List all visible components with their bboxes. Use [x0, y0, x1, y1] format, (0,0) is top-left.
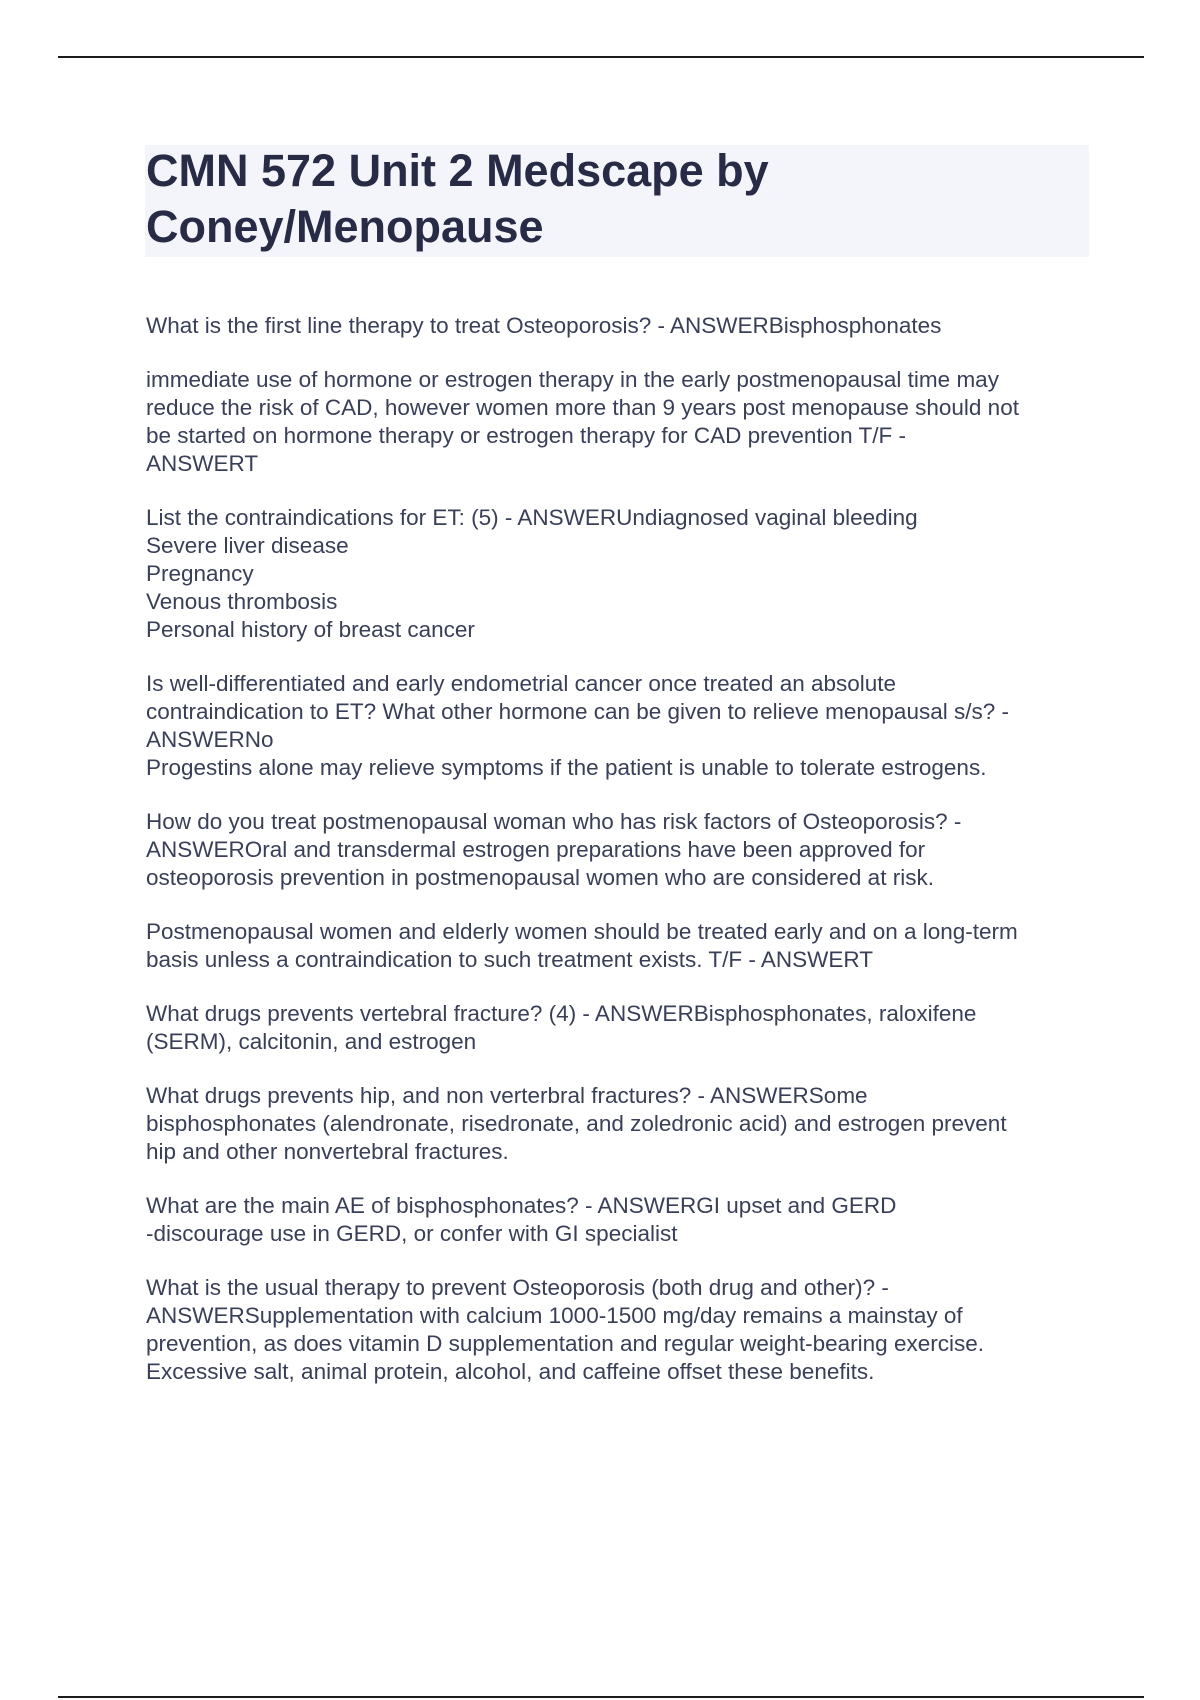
qa-item-10: [146, 1274, 1106, 1386]
top-rule: [58, 56, 1144, 58]
qa-line: How do you treat postmenopausal woman who has risk factors of Osteoporosis? -: [146, 809, 962, 834]
qa-line: Excessive salt, animal protein, alcohol, and caffeine offset these benefits.: [146, 1359, 875, 1384]
qa-line: ANSWEROral and transdermal estrogen preparations have been approved for: [146, 837, 926, 862]
qa-item-1: [146, 312, 1106, 340]
qa-line: prevention, as does vitamin D supplementation and regular weight-bearing exercise.: [146, 1331, 984, 1356]
qa-line: Progestins alone may relieve symptoms if the patient is unable to tolerate estrogens.: [146, 755, 987, 780]
qa-line: Pregnancy: [146, 561, 254, 586]
qa-line: (SERM), calcitonin, and estrogen: [146, 1029, 477, 1054]
qa-line: ANSWERSupplementation with calcium 1000-1500 mg/day remains a mainstay of: [146, 1303, 963, 1328]
title-line: CMN 572 Unit 2 Medscape by: [146, 145, 769, 196]
qa-line: Severe liver disease: [146, 533, 349, 558]
qa-line: bisphosphonates (alendronate, risedronate, and zoledronic acid) and estrogen prevent: [146, 1111, 1007, 1136]
qa-line: ANSWERNo: [146, 727, 274, 752]
qa-line: What drugs prevents hip, and non verterbral fractures? - ANSWERSome: [146, 1083, 868, 1108]
qa-item-8: [146, 1082, 1106, 1166]
qa-line: What is the first line therapy to treat Osteoporosis? - ANSWERBisphosphonates: [146, 313, 942, 338]
qa-line: -discourage use in GERD, or confer with GI specialist: [146, 1221, 678, 1246]
qa-line: immediate use of hormone or estrogen therapy in the early postmenopausal time may: [146, 367, 999, 392]
qa-line: Venous thrombosis: [146, 589, 338, 614]
qa-line: Is well-differentiated and early endometrial cancer once treated an absolute: [146, 671, 897, 696]
qa-line: ANSWERT: [146, 451, 259, 476]
qa-item-5: [146, 808, 1106, 892]
qa-list: [146, 312, 1106, 1412]
title-line: Coney/Menopause: [146, 201, 544, 252]
qa-item-6: [146, 918, 1106, 974]
qa-item-4: [146, 670, 1106, 782]
qa-line: What drugs prevents vertebral fracture? (4) - ANSWERBisphosphonates, raloxifene: [146, 1001, 977, 1026]
qa-line: What is the usual therapy to prevent Osteoporosis (both drug and other)? -: [146, 1275, 889, 1300]
qa-line: hip and other nonvertebral fractures.: [146, 1139, 509, 1164]
qa-line: be started on hormone therapy or estrogen therapy for CAD prevention T/F -: [146, 423, 906, 448]
qa-line: Personal history of breast cancer: [146, 617, 475, 642]
qa-item-3: [146, 504, 1106, 644]
qa-line: osteoporosis prevention in postmenopausal women who are considered at risk.: [146, 865, 934, 890]
qa-line: What are the main AE of bisphosphonates? - ANSWERGI upset and GERD: [146, 1193, 897, 1218]
document-title: [146, 143, 1086, 255]
qa-item-9: [146, 1192, 1106, 1248]
bottom-rule: [58, 1696, 1144, 1698]
qa-line: Postmenopausal women and elderly women should be treated early and on a long-term: [146, 919, 1018, 944]
qa-line: List the contraindications for ET: (5) - ANSWERUndiagnosed vaginal bleeding: [146, 505, 918, 530]
qa-line: basis unless a contraindication to such treatment exists. T/F - ANSWERT: [146, 947, 873, 972]
qa-item-7: [146, 1000, 1106, 1056]
qa-item-2: [146, 366, 1106, 478]
qa-line: reduce the risk of CAD, however women more than 9 years post menopause should not: [146, 395, 1019, 420]
qa-line: contraindication to ET? What other hormone can be given to relieve menopausal s/s? -: [146, 699, 1009, 724]
